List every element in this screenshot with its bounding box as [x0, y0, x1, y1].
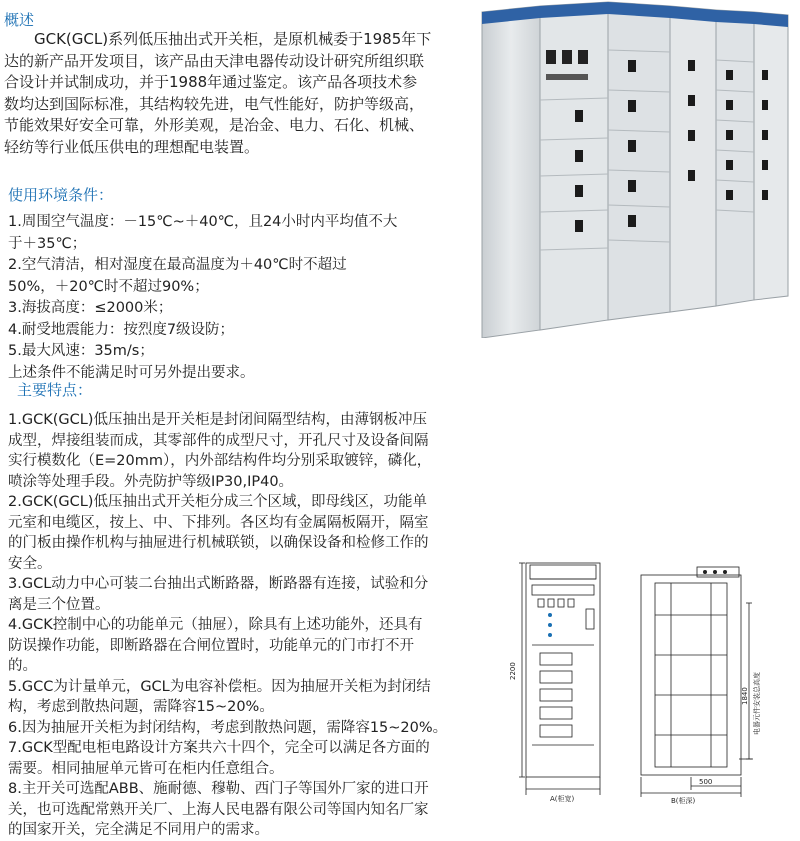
- text-line: 1.GCK(GCL)低压抽出是开关柜是封闭间隔型结构，由薄钢板冲压: [8, 412, 427, 428]
- text-line: 构，考虑到散热问题，需降容15~20%。: [8, 699, 274, 715]
- text-line: 2.GCK(GCL)低压抽出式开关柜分成三个区域，即母线区，功能单: [8, 494, 427, 510]
- environment-list: [8, 212, 397, 384]
- text-line: 7.GCK型配电柜电路设计方案共六十四个，完全可以满足各方面的: [8, 740, 430, 756]
- depth-value-label: 500: [699, 778, 713, 786]
- text-line: 喷涂等处理手段。外壳防护等级IP30,IP40。: [8, 473, 294, 490]
- text-line: 4.耐受地震能力：按烈度7级设防；: [8, 321, 235, 338]
- depth-label: B(柜深): [671, 797, 696, 805]
- text-line: 成型，焊接组装而成，其零部件的成型尺寸，开孔尺寸及设备间隔: [8, 432, 429, 449]
- text-line: 元室和电缆区，按上、中、下排列。各区均有金属隔板隔开，隔室: [8, 514, 429, 531]
- text-line: 数均达到国际标准，其结构较先进，电气性能好，防护等级高，: [4, 94, 425, 113]
- height-total-label: 2200: [509, 662, 517, 680]
- front-view-drawing: [500, 545, 625, 810]
- side-view-drawing: [635, 545, 800, 810]
- text-line: 合设计并试制成功，并于1988年通过鉴定。该产品各项技术参: [4, 73, 418, 91]
- text-line: 上述条件不能满足时可另外提出要求。: [8, 364, 255, 381]
- text-line: 防误操作功能，即断路器在合闸位置时，功能单元的门市打不开: [8, 637, 414, 654]
- text-line: 1.周围空气温度：－15℃~＋40℃，且24小时内平均值不大: [8, 214, 398, 230]
- features-list: [8, 410, 447, 841]
- text-line: 2.空气清洁，相对湿度在最高温度为＋40℃时不超过: [8, 257, 347, 273]
- text-line: 轻纺等行业低压供电的理想配电装置。: [4, 137, 260, 156]
- environment-heading: 使用环境条件：: [8, 186, 114, 204]
- text-line: 的门板由操作机构与抽屉进行机械联锁，以确保设备和检修工作的: [8, 535, 429, 551]
- text-line: 5.GCC为计量单元，GCL为电容补偿柜。因为抽屉开关柜为封闭结: [8, 678, 431, 695]
- overview-paragraph: [4, 29, 431, 158]
- width-label: A(柜宽): [550, 795, 575, 803]
- text-line: 于＋35℃；: [8, 235, 87, 252]
- overview-heading: 概述: [4, 11, 35, 29]
- text-line: 50%，＋20℃时不超过90%；: [8, 278, 209, 295]
- text-line: 离是三个位置。: [8, 596, 110, 613]
- text-line: 安全。: [8, 555, 52, 572]
- cabinet-photo: [480, 0, 800, 338]
- text-line: 实行模数化（E=20mm），内外部结构件均分别采取镀锌，磷化，: [8, 453, 432, 469]
- text-line: 节能效果好安全可靠，外形美观，是冶金、电力、石化、机械、: [4, 116, 425, 134]
- text-line: 8.主开关可选配ABB、施耐德、穆勒、西门子等国外厂家的进口开: [8, 781, 429, 797]
- text-line: 的。: [8, 658, 37, 674]
- text-line: 关，也可选配常熟开关厂、上海人民电器有限公司等国内知名厂家: [8, 801, 429, 818]
- install-label: 电器元件安装总高度: [753, 672, 761, 735]
- text-line: 3.海拔高度：≤2000米；: [8, 300, 173, 316]
- text-line: 4.GCK控制中心的功能单元（抽屉），除具有上述功能外，还具有: [8, 617, 423, 633]
- text-line: 需要。相同抽屉单元皆可在柜内任意组合。: [8, 760, 284, 777]
- text-line: 6.因为抽屉开关柜为封闭结构，考虑到散热问题，需降容15~20%。: [8, 719, 448, 736]
- text-line: GCK(GCL)系列低压抽出式开关柜，是原机械委于1985年下: [4, 30, 432, 48]
- text-line: 达的新产品开发项目，该产品由天津电器传动设计研究所组织联: [4, 51, 425, 70]
- text-line: 的国家开关，完全满足不同用户的需求。: [8, 822, 269, 838]
- features-heading: 主要特点：: [17, 381, 93, 399]
- text-line: 5.最大风速：35m/s；: [8, 343, 154, 359]
- text-line: 3.GCL动力中心可装二台抽出式断路器，断路器有连接，试验和分: [8, 576, 429, 592]
- install-height-label: 1840: [741, 687, 749, 705]
